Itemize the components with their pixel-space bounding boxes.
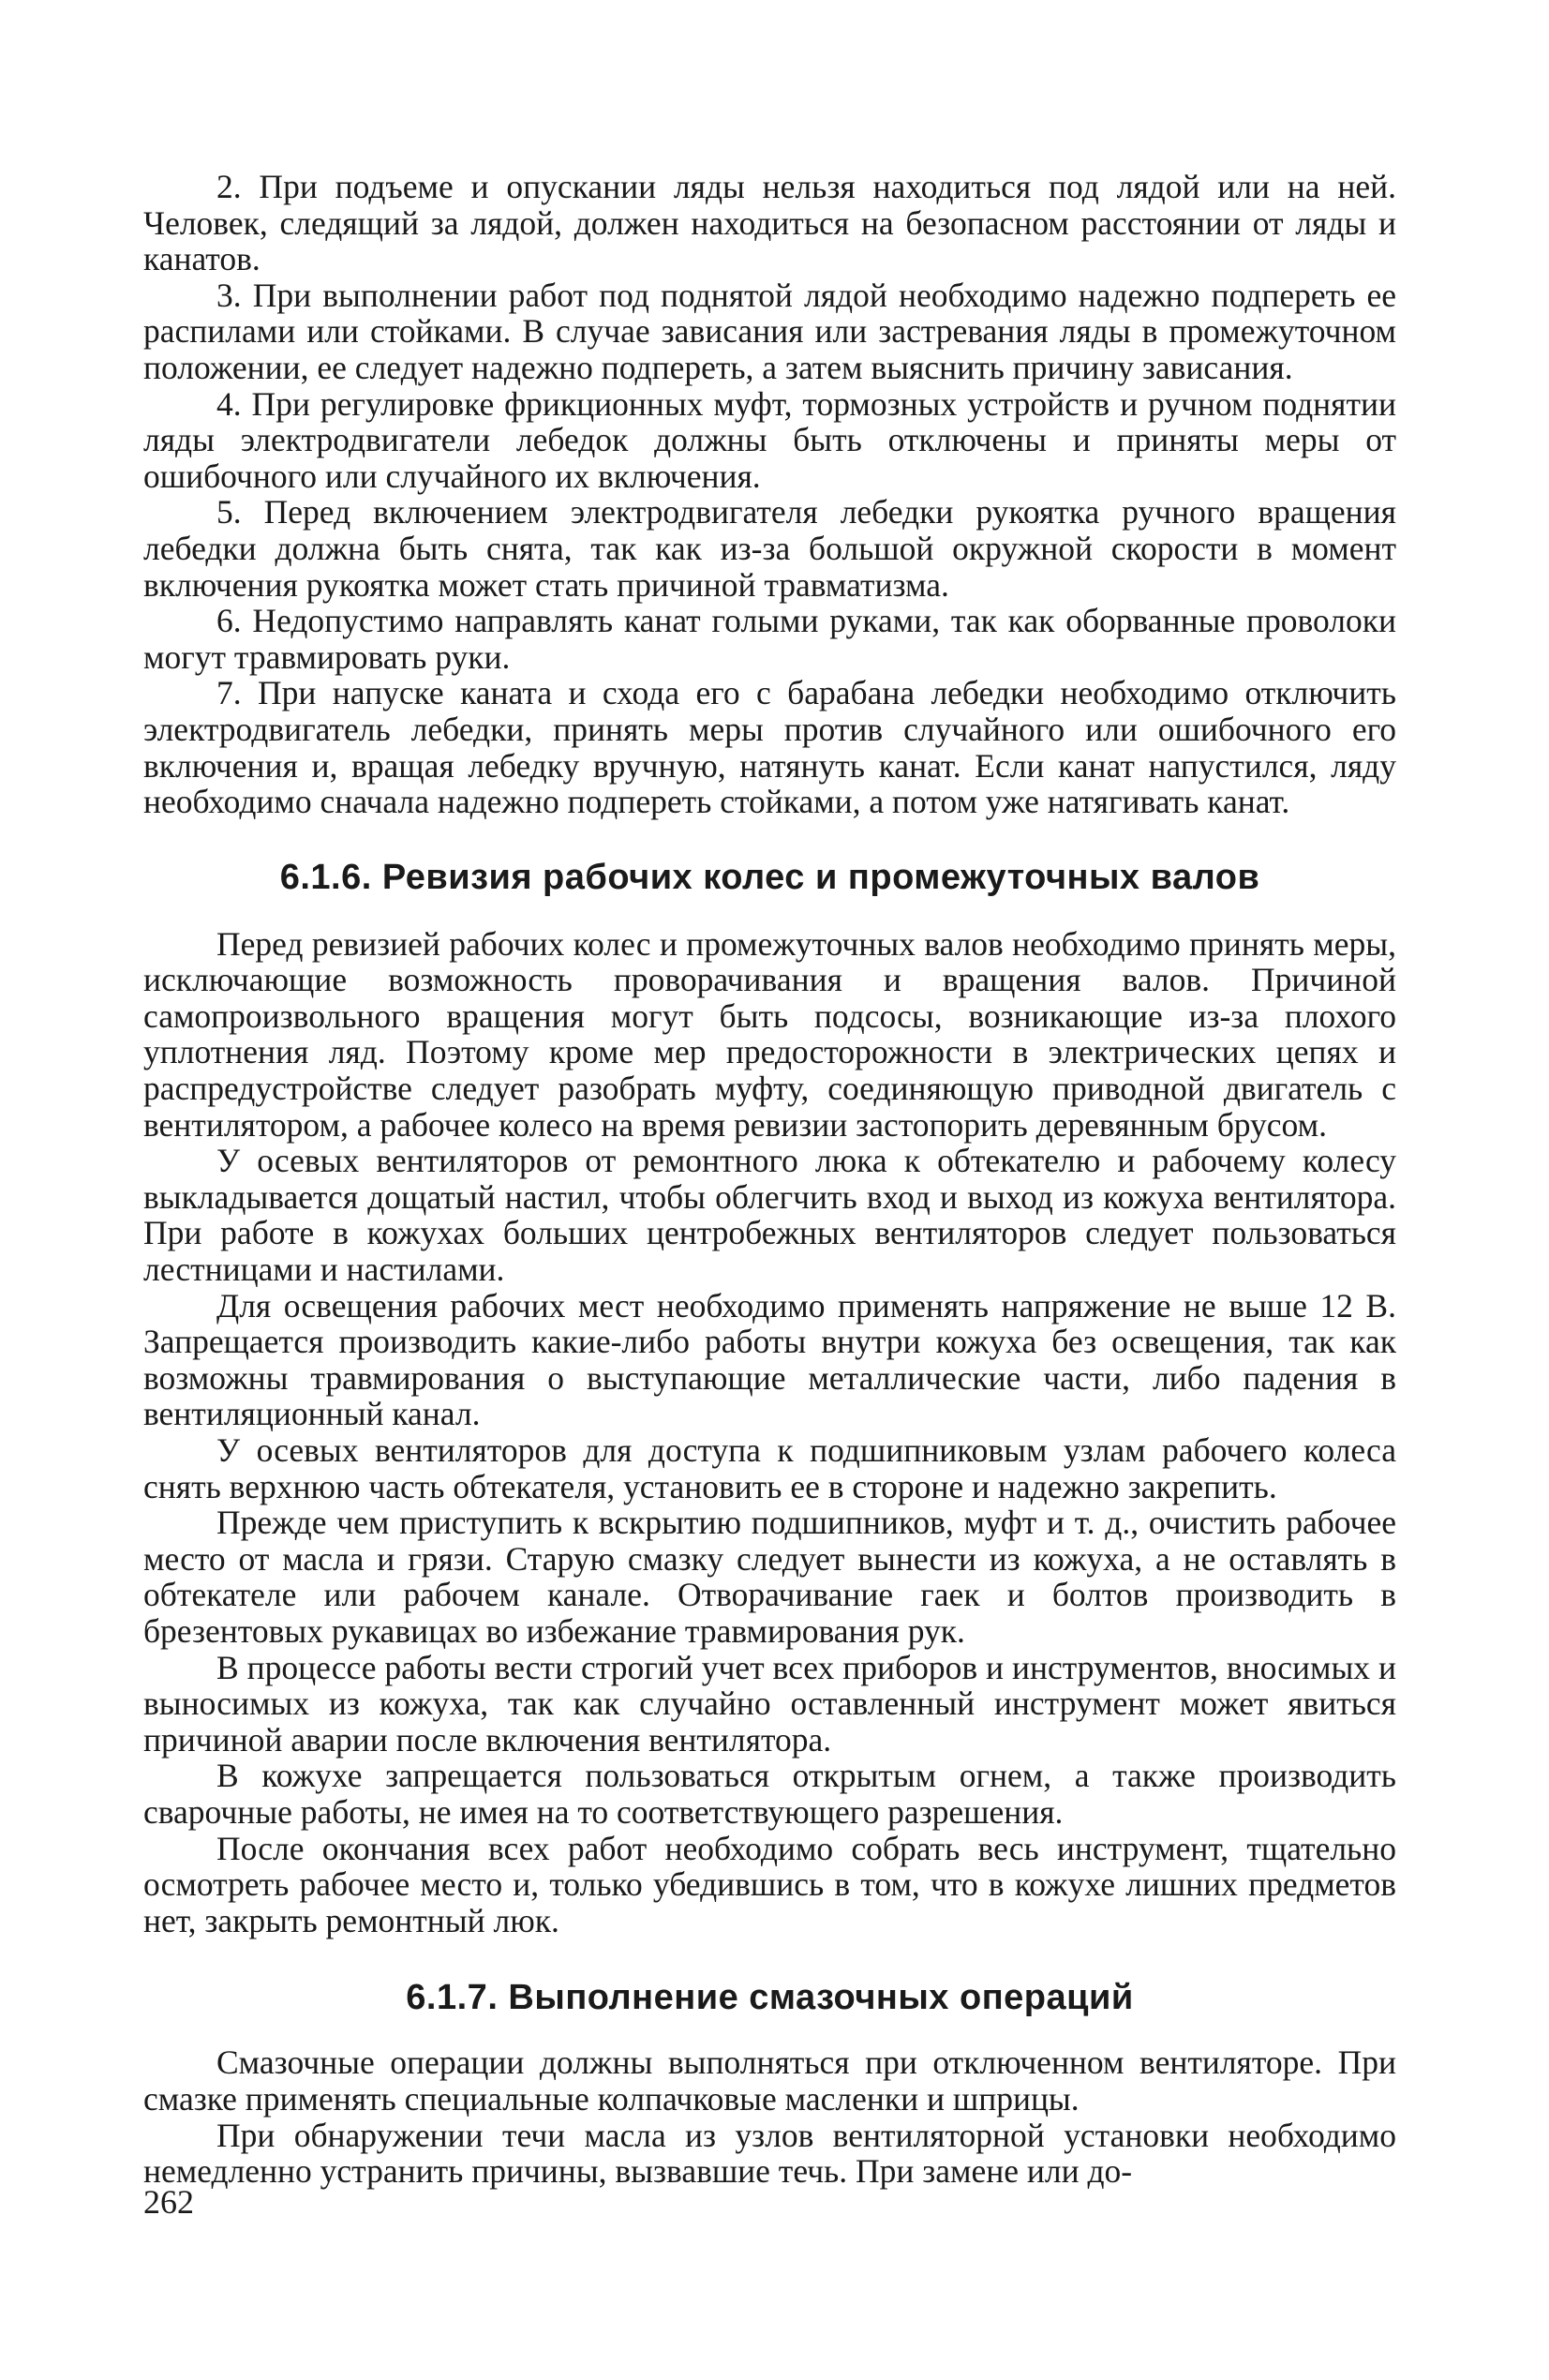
paragraph-item-3: 3. При выполнении работ под поднятой лядой необходимо надежно подпереть ее распилами или стойками. В случае зависания или застревания ляды в промежуточном положении, ее следует надежно подпереть, а затем выяснить причину зависания. [143,276,1396,386]
paragraph: В процессе работы вести строгий учет всех приборов и инструментов, вносимых и выносимых из кожуха, так как случайно оставленный инструмент может явиться причиной аварии после включения вентилятора. [143,1648,1396,1759]
paragraph-item-5: 5. Перед включением электродвигателя лебедки рукоятка ручного вращения лебедки должна быть снята, так как из-за большой окружной скорости в момент включения рукоятка может стать причиной травматизма. [143,493,1396,604]
paragraph: Смазочные операции должны выполняться при отключенном вентиляторе. При смазке применять специальные колпачковые масленки и шприцы. [143,2043,1396,2118]
paragraph: После окончания всех работ необходимо собрать весь инструмент, тщательно осмотреть рабочее место и, только убедившись в том, что в кожухе лишних предметов нет, закрыть ремонтный люк. [143,1829,1396,1939]
paragraph-item-7: 7. При напуске каната и схода его с барабана лебедки необходимо отключить электродвигатель лебедки, принять меры против случайного или ошибочного его включения и, вращая лебедку вручную, натянуть канат. Если канат напустился, ляду необходимо сначала надежно подпереть стойками, а потом уже натягивать канат. [143,674,1396,821]
paragraph: У осевых вентиляторов для доступа к подшипниковым узлам рабочего колеса снять верхнюю часть обтекателя, установить ее в стороне и надежно закрепить. [143,1431,1396,1505]
page-number: 262 [143,2183,194,2221]
section-heading-616: 6.1.6. Ревизия рабочих колес и промежуточных валов [279,857,1260,897]
paragraph: В кожухе запрещается пользоваться открытым огнем, а также производить сварочные работы, не имея на то соответствующего разрешения. [143,1757,1396,1831]
paragraph: Для освещения рабочих мест необходимо применять напряжение не выше 12 В. Запрещается производить какие-либо работы внутри кожуха без освещения, так как возможны травмирования о выступающие металлические части, либо падения в вентиляционный канал. [143,1286,1396,1433]
page-body [143,169,1396,2190]
paragraph-item-4: 4. При регулировке фрикционных муфт, тормозных устройств и ручном поднятии ляды электродвигатели лебедок должны быть отключены и приняты меры от ошибочного или случайного их включения. [143,384,1396,495]
section-heading-617: 6.1.7. Выполнение смазочных операций [406,1978,1134,2018]
paragraph-item-6: 6. Недопустимо направлять канат голыми руками, так как оборванные проволоки могут травмировать руки. [143,602,1396,676]
paragraph-item-2: 2. При подъеме и опускании ляды нельзя находиться под лядой или на ней. Человек, следящий за лядой, должен находиться на безопасном расстоянии от ляды и канатов. [143,168,1396,278]
paragraph: Прежде чем приступить к вскрытию подшипников, муфт и т. д., очистить рабочее место от масла и грязи. Старую смазку следует вынести из кожуха, а не оставлять в обтекателе или рабочем канале. Отворачивание гаек и болтов производить в брезентовых рукавицах во избежание травмирования рук. [143,1504,1396,1650]
paragraph: Перед ревизией рабочих колес и промежуточных валов необходимо принять меры, исключающие возможность проворачивания и вращения валов. Причиной самопроизвольного вращения могут быть подсосы, возникающие из-за плохого уплотнения ляд. Поэтому кроме мер предосторожности в электрических цепях и распредустройстве следует разобрать муфту, соединяющую приводной двигатель с вентилятором, а рабочее колесо на время ревизии застопорить деревянным брусом. [143,924,1396,1144]
paragraph: У осевых вентиляторов от ремонтного люка к обтекателю и рабочему колесу выкладывается дощатый настил, чтобы облегчить вход и выход из кожуха вентилятора. При работе в кожухах больших центробежных вентиляторов следует пользоваться лестницами и настилами. [143,1142,1396,1289]
paragraph: При обнаружении течи масла из узлов вентиляторной установки необходимо немедленно устранить причины, вызвавшие течь. При замене или до- [143,2116,1396,2191]
